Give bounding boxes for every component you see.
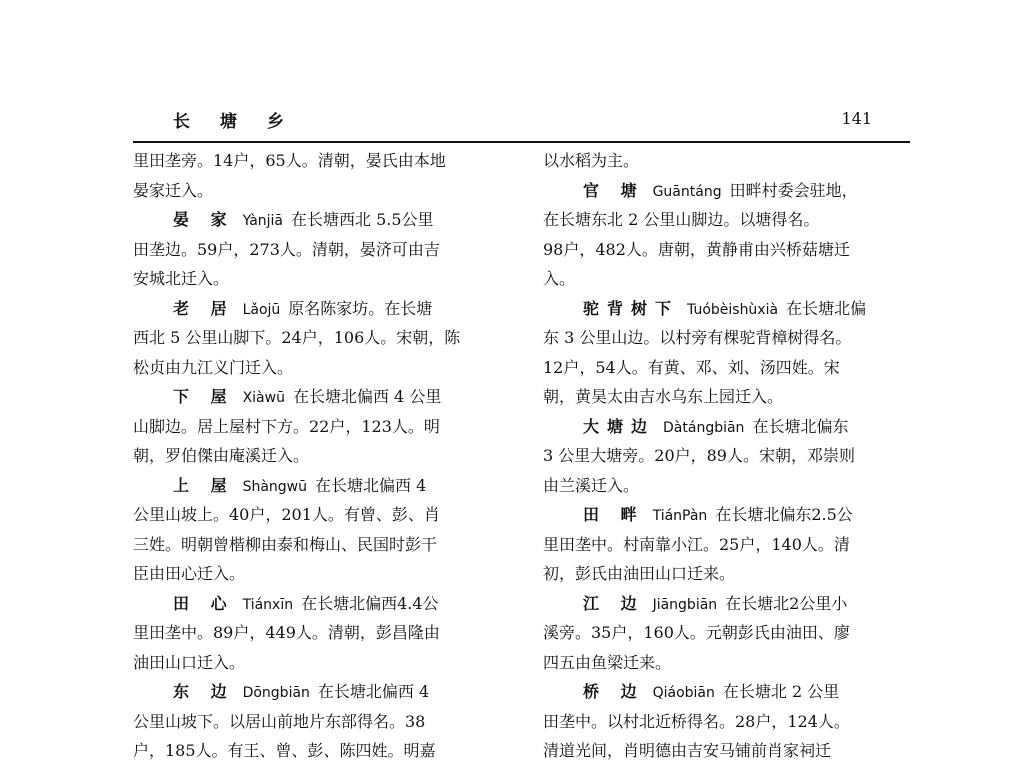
left-column: [133, 146, 505, 766]
section-title: 长 塘 乡: [173, 112, 296, 132]
text-line: 朝，罗伯傑由庵溪迁入。: [133, 446, 310, 465]
pinyin: Dōngbiān: [242, 685, 310, 701]
entry-text: 在长塘北2公里小: [725, 593, 848, 613]
text-line: 以水稻为主。: [543, 151, 640, 170]
text-line: 由兰溪迁入。: [543, 475, 640, 495]
entry-line: [133, 471, 505, 501]
header-rule: [133, 141, 910, 143]
text-line: 98户，482人。唐朝，黄静甫由兴桥菇塘迁: [543, 239, 850, 259]
text-line: 溪旁。35户，160人。元朝彭氏由油田、廖: [543, 623, 850, 642]
entry-line: [543, 500, 910, 530]
place-name: 东 边: [173, 682, 235, 701]
pinyin: Shàngwū: [242, 478, 307, 495]
text-line: 松贞由九江义门迁入。: [133, 357, 294, 377]
text-line: 公里山坡上。40户，201人。有曾、彭、肖: [133, 505, 440, 524]
text-line: 安城北迁入。: [133, 269, 230, 288]
place-name: 下 屋: [173, 387, 235, 406]
entry-text: 在长塘北偏: [786, 298, 867, 318]
pinyin: Tiánxīn: [242, 596, 294, 613]
entry-text: 田畔村委会驻地，: [729, 180, 858, 200]
pinyin: Yànjiā: [242, 213, 284, 229]
text-line: 田垄边。59户，273人。清朝，晏济可由吉: [133, 239, 440, 259]
text-line: 3 公里大塘旁。20户，89人。宋朝，邓崇则: [543, 446, 855, 465]
text-line: 公里山坡下。以居山前地片东部得名。38: [133, 711, 426, 731]
page-number: 141: [841, 109, 872, 128]
place-name: 官 塘: [583, 180, 645, 200]
entry-line: [543, 589, 910, 619]
place-name: 上 屋: [173, 475, 235, 495]
place-name: 田 畔: [583, 505, 645, 524]
entry-line: [543, 677, 910, 707]
place-name: 江 边: [583, 593, 645, 613]
text-line: 在长塘东北 2 公里山脚边。以塘得名。: [543, 210, 820, 229]
entry-text: 在长塘北偏西 4: [315, 475, 427, 495]
entry-line: [543, 412, 910, 442]
pinyin: Dàtángbiān: [663, 419, 745, 436]
pinyin: Lǎojū: [242, 301, 281, 318]
place-name: 桥 边: [583, 682, 645, 701]
right-column: [543, 146, 910, 766]
text-line: 里田垄中。89户，449人。清朝，彭昌隆由: [133, 623, 440, 642]
place-name: 晏 家: [173, 210, 235, 229]
text-line: 三姓。明朝曾楷柳由泰和梅山、民国时彭干: [133, 534, 438, 554]
pinyin: TiánPàn: [652, 508, 708, 524]
text-line: 初，彭氏由油田山口迁来。: [543, 564, 736, 583]
text-line: 里田垄中。村南靠小江。25户，140人。清: [543, 534, 850, 554]
entry-line: [543, 176, 910, 206]
text-line: 户，185人。有王、曾、彭、陈四姓。明嘉: [133, 741, 436, 760]
entry-line: [133, 382, 505, 412]
entry-line: [133, 589, 505, 619]
pinyin: Xiàwū: [242, 390, 285, 406]
pinyin: Jiāngbiān: [652, 596, 718, 613]
text-line: 臣由田心迁入。: [133, 564, 246, 583]
entry-text: 在长塘北 2 公里: [722, 682, 840, 701]
text-line: 清道光间，肖明德由吉安马铺前肖家祠迁: [543, 741, 832, 760]
text-line: 里田垄旁。14户，65人。清朝，晏氏由本地: [133, 151, 446, 170]
entry-text: 在长塘北偏西 4: [317, 682, 430, 701]
entry-line: [133, 677, 505, 707]
text-line: 油田山口迁入。: [133, 652, 246, 672]
text-line: 晏家迁入。: [133, 180, 214, 200]
text-line: 入。: [543, 269, 576, 288]
place-name: 大塘边: [583, 416, 656, 436]
pinyin: Qiáobiān: [652, 685, 715, 701]
place-name: 田 心: [173, 593, 235, 613]
entry-text: 在长塘北偏西 4 公里: [292, 387, 442, 406]
entry-text: 在长塘北偏东2.5公: [715, 505, 853, 524]
entry-text: 在长塘北偏东: [752, 416, 849, 436]
text-line: 12户，54人。有黄、邓、刘、汤四姓。宋: [543, 357, 840, 377]
text-line: 朝，黄昊太由吉水乌东上园迁入。: [543, 387, 784, 406]
running-header: [133, 107, 910, 133]
place-name: 驼背树下: [583, 298, 680, 318]
text-line: 山脚边。居上屋村下方。22户，123人。明: [133, 416, 440, 436]
text-line: 东 3 公里山边。以村旁有棵驼背樟树得名。: [543, 328, 852, 347]
text-line: 四五由鱼梁迁来。: [543, 652, 672, 672]
pinyin: Tuóbèishùxià: [687, 301, 779, 318]
place-name: 老 居: [173, 298, 235, 318]
entry-line: [133, 294, 505, 324]
entry-line: [133, 205, 505, 235]
entry-text: 在长塘西北 5.5公里: [291, 210, 434, 229]
entry-line: [543, 294, 910, 324]
pinyin: Guāntáng: [652, 183, 722, 200]
entry-text: 在长塘北偏西4.4公: [301, 593, 439, 613]
text-line: 西北 5 公里山脚下。24户，106人。宋朝，陈: [133, 328, 461, 347]
text-line: 田垄中。以村北近桥得名。28户，124人。: [543, 711, 850, 731]
entry-text: 原名陈家坊。在长塘: [288, 298, 433, 318]
